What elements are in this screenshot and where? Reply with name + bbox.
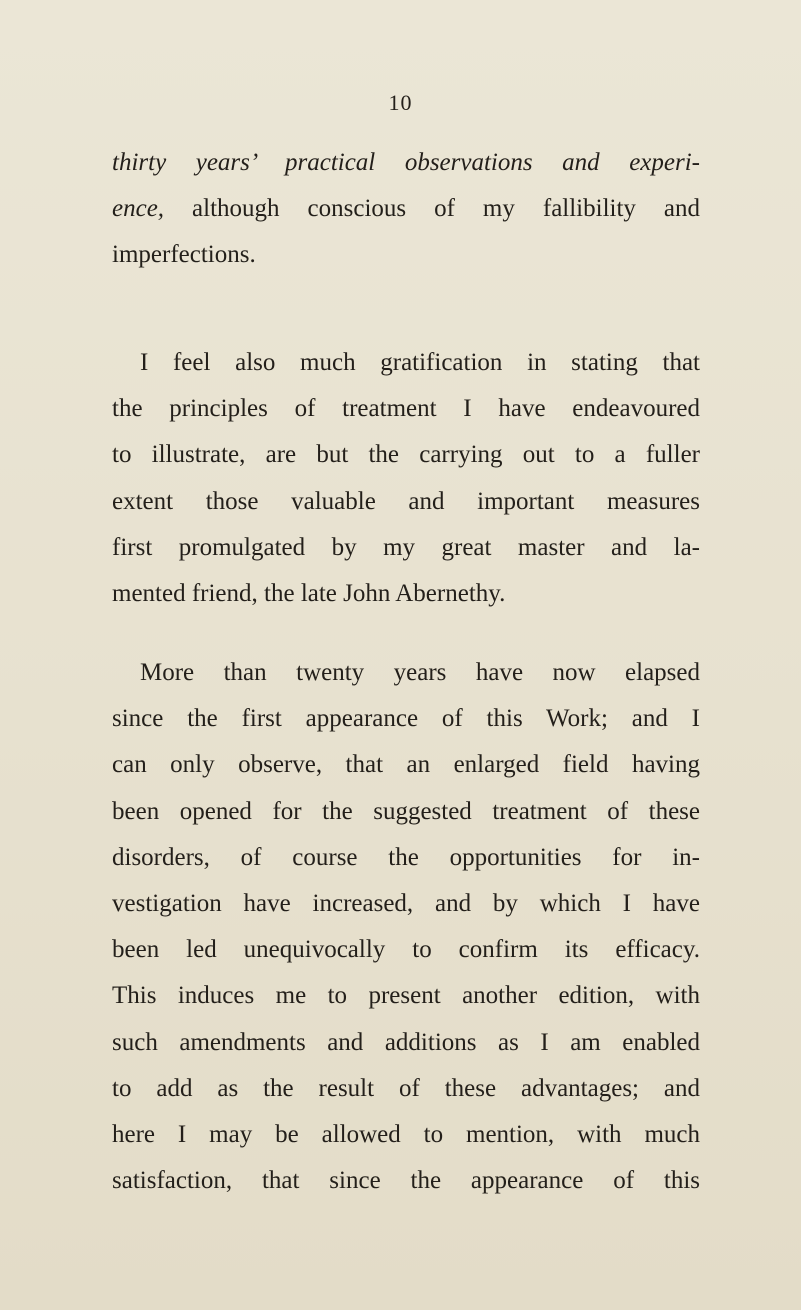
text-line: satisfaction, that since the appearance of this [112, 1167, 700, 1195]
text-line [112, 232, 700, 278]
text-line [112, 186, 700, 232]
text-line: mented friend, the late John Abernethy. [112, 579, 506, 607]
text-line: to add as the result of these advantages; and [112, 1074, 700, 1102]
paragraph-3 [112, 650, 700, 1204]
italic-text: ence, [112, 195, 165, 223]
text-line: been led unequivocally to confirm its efficacy. [112, 936, 700, 964]
text-line [112, 140, 700, 186]
text-line: can only observe, that an enlarged field having [112, 751, 700, 779]
text-line: been opened for the suggested treatment of these [112, 797, 700, 825]
plain-text: imperfections. [112, 241, 256, 269]
text-line: since the first appearance of this Work; and I [112, 705, 700, 733]
page-number: 10 [388, 90, 413, 115]
text-line: More than twenty years have now elapsed [140, 659, 700, 686]
text-line: here I may be allowed to mention, with much [112, 1120, 700, 1148]
text-line: This induces me to present another edition, with [112, 982, 700, 1010]
text-line: extent those valuable and important measures [112, 487, 700, 515]
text-line: vestigation have increased, and by which I have [112, 889, 700, 917]
paragraph-1 [112, 140, 700, 279]
text-line: disorders, of course the opportunities for in- [112, 843, 700, 871]
text-line: I feel also much gratification in stating that [140, 349, 700, 376]
text-line: such amendments and additions as I am enabled [112, 1028, 700, 1056]
text-line: the principles of treatment I have endeavoured [112, 395, 700, 423]
plain-text: although conscious of my fallibility and [164, 195, 700, 223]
italic-text: thirty years’ practical observations and experi- [112, 149, 700, 176]
text-line: first promulgated by my great master and la- [112, 533, 700, 561]
paragraph-2 [112, 340, 700, 617]
text-line: to illustrate, are but the carrying out to a fuller [112, 441, 700, 469]
